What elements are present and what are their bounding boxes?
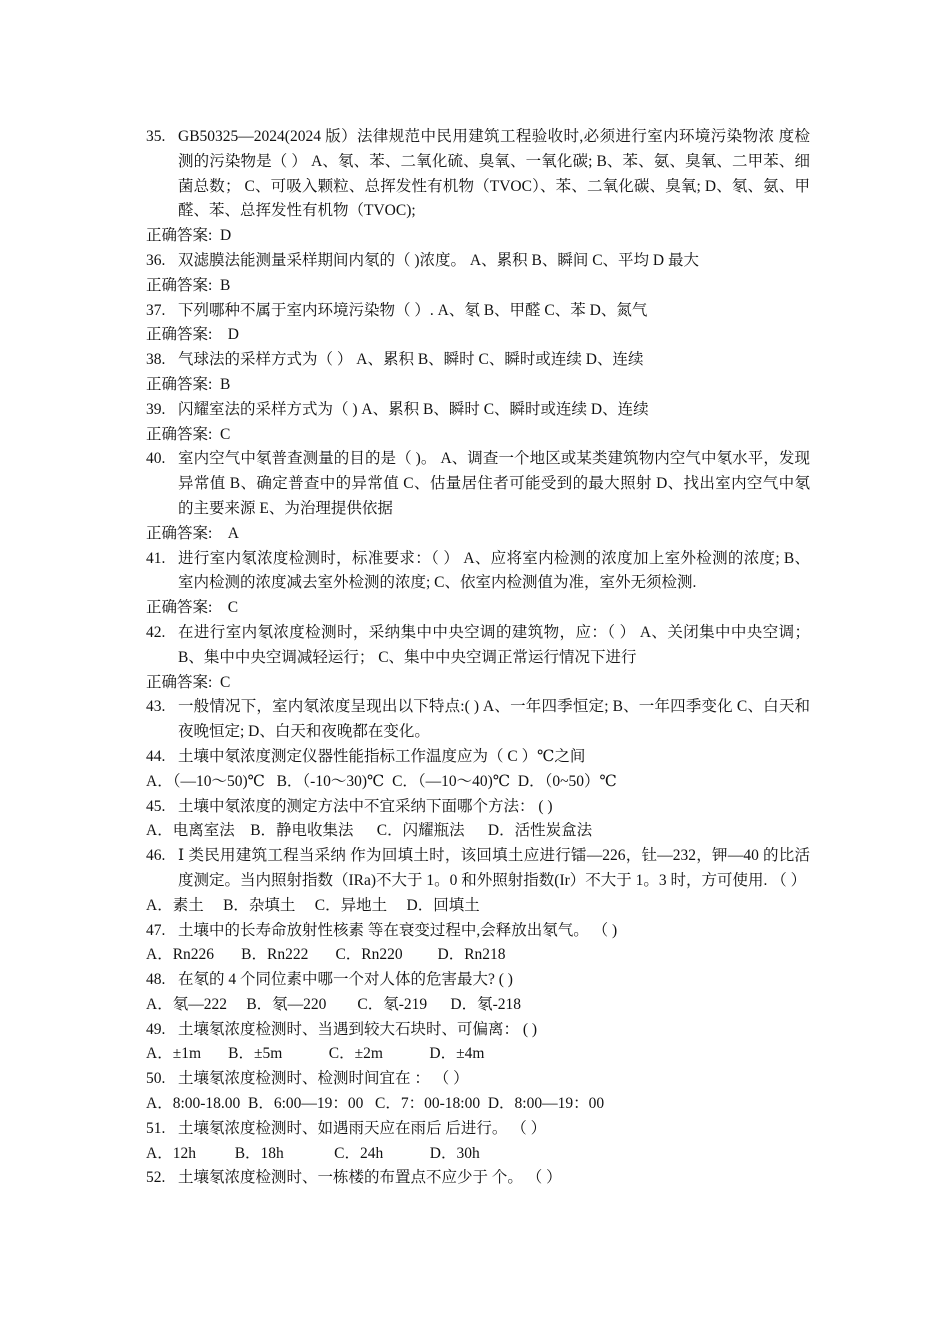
- question-number: 36.: [146, 251, 166, 269]
- question-item: [146, 1067, 810, 1092]
- correct-answer: 正确答案: D: [146, 227, 232, 245]
- question-text: 室内空气中氡普查测量的目的是（ )。 A、调查一个地区或某类建筑物内空气中氡水平，发现异常值 B、确定普查中的异常值 C、估量居住者可能受到的最大照射 D、找出室内空气中氡的主要来源 E、为治理提供依据: [178, 450, 810, 517]
- question-text: 土壤中氡浓度测定仪器性能指标工作温度应为（ C ）℃之间: [178, 747, 586, 765]
- correct-answer: 正确答案: B: [146, 375, 231, 393]
- question-number: 42.: [146, 623, 166, 641]
- question-text: 一般情况下，室内氡浓度呈现出以下特点:( ) A、一年四季恒定; B、一年四季变化 C、白天和夜晚恒定; D、白天和夜晚都在变化。: [178, 698, 810, 741]
- answer-options: A．素土 B．杂填土 C．异地土 D．回填土: [146, 896, 480, 914]
- correct-answer: 正确答案: C: [146, 599, 239, 617]
- question-item: [146, 398, 810, 423]
- question-number: 35.: [146, 128, 166, 145]
- question-number: 39.: [146, 400, 166, 418]
- question-text: 土壤氡浓度检测时、当遇到较大石块时、可偏离： ( ): [178, 1020, 538, 1038]
- question-text: 土壤氡浓度检测时、检测时间宜在 ： （ ）: [178, 1070, 469, 1088]
- question-item: [146, 249, 810, 274]
- question-text: 土壤氡浓度检测时、如遇雨天应在雨后 后进行。 （ ）: [178, 1119, 547, 1137]
- answer-options: A．电离室法 B．静电收集法 C．闪耀瓶法 D．活性炭盒法: [146, 822, 593, 840]
- question-item: [146, 621, 810, 671]
- question-text: 土壤氡浓度检测时、一栋楼的布置点不应少于 个。 （ ）: [178, 1169, 562, 1187]
- question-item: [146, 348, 810, 373]
- question-item: [146, 547, 810, 597]
- question-number: 52.: [146, 1169, 166, 1187]
- answer-options: A．8:00-18.00 B．6:00—19：00 C．7：00-18:00 D．8:00—19：00: [146, 1095, 605, 1113]
- question-item: [146, 844, 810, 894]
- question-number: 43.: [146, 698, 166, 716]
- question-text: 在氡的 4 个同位素中哪一个对人体的危害最大? ( ): [178, 971, 513, 989]
- question-text: 在进行室内氡浓度检测时，采纳集中中央空调的建筑物，应：（ ） A、关闭集中中央空调； B、集中中央空调减轻运行； C、集中中央空调正常运行情况下进行: [178, 623, 810, 666]
- question-item: [146, 447, 810, 521]
- question-list: [146, 125, 810, 1191]
- answer-options: A．Rn226 B．Rn222 C．Rn220 D．Rn218: [146, 946, 506, 964]
- question-text: 土壤中氡浓度的测定方法中不宜采纳下面哪个方法： ( ): [178, 797, 553, 815]
- question-number: 45.: [146, 797, 166, 815]
- answer-options: A．±1m B．±5m C．±2m D．±4m: [146, 1045, 485, 1063]
- correct-answer: 正确答案: D: [146, 326, 240, 344]
- question-number: 48.: [146, 971, 166, 989]
- question-item: [146, 1018, 810, 1043]
- question-number: 41.: [146, 549, 166, 567]
- question-text: 土壤中的长寿命放射性核素 等在衰变过程中,会释放出氡气。 （ ): [178, 921, 618, 939]
- question-text: 进行室内氡浓度检测时，标准要求：（ ） A、应将室内检测的浓度加上室外检测的浓度; B、室内检测的浓度减去室外检测的浓度; C、依室内检测值为准，室外无须检测.: [178, 549, 810, 592]
- question-item: [146, 1117, 810, 1142]
- question-number: 40.: [146, 450, 166, 468]
- question-item: [146, 745, 810, 770]
- question-number: 38.: [146, 351, 166, 369]
- question-text: 下列哪种不属于室内环境污染物（ ）. A、氡 B、甲醛 C、苯 D、氮气: [178, 301, 648, 319]
- correct-answer: 正确答案: B: [146, 276, 231, 294]
- question-text: Ⅰ 类民用建筑工程当采纳 作为回填土时，该回填土应进行镭—226，钍—232，钾—40 的比活度测定。当内照射指数（IRa)不大于 1。0 和外照射指数(Ir）不大于 1。3 时，方可使用. （ ）: [178, 847, 810, 889]
- question-number: 47.: [146, 921, 166, 939]
- question-number: 46.: [146, 847, 166, 865]
- question-number: 51.: [146, 1119, 166, 1137]
- question-number: 37.: [146, 301, 166, 319]
- question-text: 双滤膜法能测量采样期间内氡的（ )浓度。 A、累积 B、瞬间 C、平均 D 最大: [178, 251, 699, 269]
- question-number: 50.: [146, 1070, 166, 1088]
- question-text: 闪耀室法的采样方式为（ ) A、累积 B、瞬时 C、瞬时或连续 D、连续: [178, 400, 649, 418]
- answer-options: A．氡—222 B．氡—220 C．氡-219 D．氡-218: [146, 995, 522, 1013]
- question-item: [146, 968, 810, 993]
- question-item: [146, 299, 810, 324]
- answer-options: A．（—10～50)℃ B．（-10～30)℃ C．（—10～40)℃ D．（0~50）℃: [146, 772, 617, 790]
- answer-options: A．12h B．18h C．24h D．30h: [146, 1144, 480, 1162]
- correct-answer: 正确答案: C: [146, 425, 231, 443]
- correct-answer: 正确答案: C: [146, 673, 231, 691]
- correct-answer: 正确答案: A: [146, 524, 240, 542]
- question-item: [146, 125, 810, 224]
- question-number: 44.: [146, 747, 166, 765]
- question-item: [146, 795, 810, 820]
- question-text: 气球法的采样方式为（ ） A、累积 B、瞬时 C、瞬时或连续 D、连续: [178, 351, 644, 369]
- question-number: 49.: [146, 1020, 166, 1038]
- question-item: [146, 695, 810, 745]
- question-item: [146, 1166, 810, 1191]
- question-text: GB50325—2024(2024 版）法律规范中民用建筑工程验收时,必须进行室内环境污染物浓 度检测的污染物是（ ） A、氡、苯、二氧化硫、臭氧、一氧化碳; B、苯、氨、臭氧、二甲苯、细菌总数； C、可吸入颗粒、总挥发性有机物（TVOC）、苯、二氧化碳、臭氧; D、氡、氨、甲醛、苯、总挥发性有机物（TVOC);: [178, 128, 810, 220]
- question-item: [146, 919, 810, 944]
